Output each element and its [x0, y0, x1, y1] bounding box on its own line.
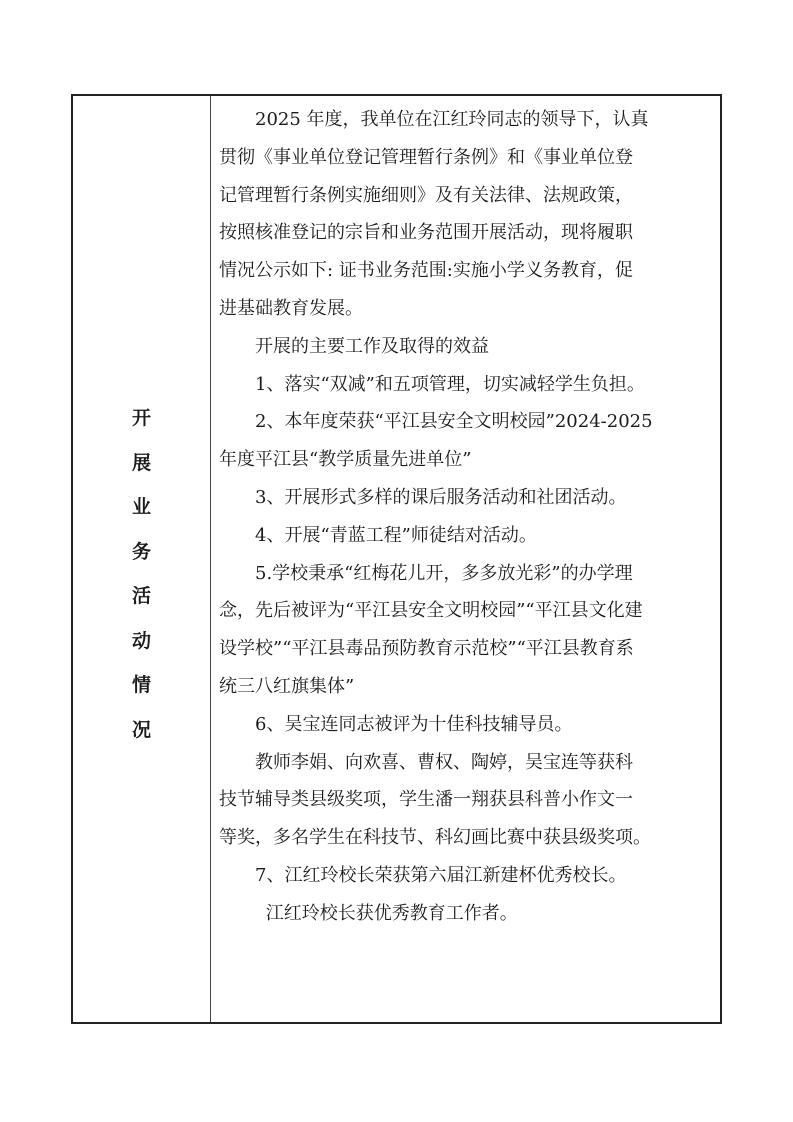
section-label-char: 务 — [131, 540, 151, 563]
text-line: 3、开展形式多样的课后服务活动和社团活动。 — [255, 486, 627, 508]
text-line: 江红玲校长获优秀教育工作者。 — [265, 902, 518, 924]
section-label — [73, 396, 210, 752]
text-line: 按照核准登记的宗旨和业务范围开展活动，现将履职 — [219, 222, 633, 244]
section-label-char: 活 — [131, 585, 151, 607]
text-line: 1、落实“双减”和五项管理，切实减轻学生负担。 — [255, 373, 645, 395]
text-line: 记管理暂行条例实施细则》及有关法律、法规政策， — [219, 184, 633, 206]
text-line: 技节辅导类县级奖项，学生潘一翔获县科普小作文一 — [219, 789, 633, 811]
text-line: 年度平江县“教学质量先进单位” — [219, 449, 472, 471]
text-line: 2、本年度荣获“平江县安全文明校园”2024-2025 — [255, 411, 653, 433]
report-table — [71, 94, 722, 1024]
section-label-char: 情 — [131, 674, 151, 696]
text-line: 教师李娟、向欢喜、曹权、陶婷，吴宝连等获科 — [255, 751, 633, 773]
section-label-char: 业 — [131, 496, 151, 518]
activity-content-cell — [211, 96, 720, 1022]
section-label-char: 展 — [131, 451, 151, 474]
text-line: 进基础教育发展。 — [219, 297, 363, 319]
text-line: 2025 年度，我单位在江红玲同志的领导下，认真 — [255, 109, 649, 130]
text-line: 贯彻《事业单位登记管理暂行条例》和《事业单位登 — [219, 146, 633, 168]
section-label-char: 开 — [131, 407, 151, 429]
text-line: 6、吴宝连同志被评为十佳科技辅导员。 — [255, 713, 573, 735]
text-line: 等奖，多名学生在科技节、科幻画比赛中获县级奖项。 — [219, 827, 651, 849]
text-line: 5.学校秉承“红梅花儿开，多多放光彩”的办学理 — [255, 562, 633, 584]
section-label-char: 动 — [131, 629, 151, 652]
text-line: 7、江红玲校长荣获第六届江新建杯优秀校长。 — [255, 864, 627, 886]
text-line: 统三八红旗集体” — [219, 675, 355, 697]
section-label-char: 况 — [131, 718, 151, 741]
text-line: 念，先后被评为“平江县安全文明校园”“平江县文化建 — [219, 600, 643, 622]
text-line: 开展的主要工作及取得的效益 — [255, 335, 489, 357]
section-label-cell — [73, 96, 211, 1022]
text-line: 设学校”“平江县毒品预防教育示范校”“平江县教育系 — [219, 638, 634, 660]
text-line: 情况公示如下: 证书业务范围:实施小学义务教育，促 — [219, 260, 633, 282]
text-line: 4、开展“青蓝工程”师徒结对活动。 — [255, 524, 537, 546]
